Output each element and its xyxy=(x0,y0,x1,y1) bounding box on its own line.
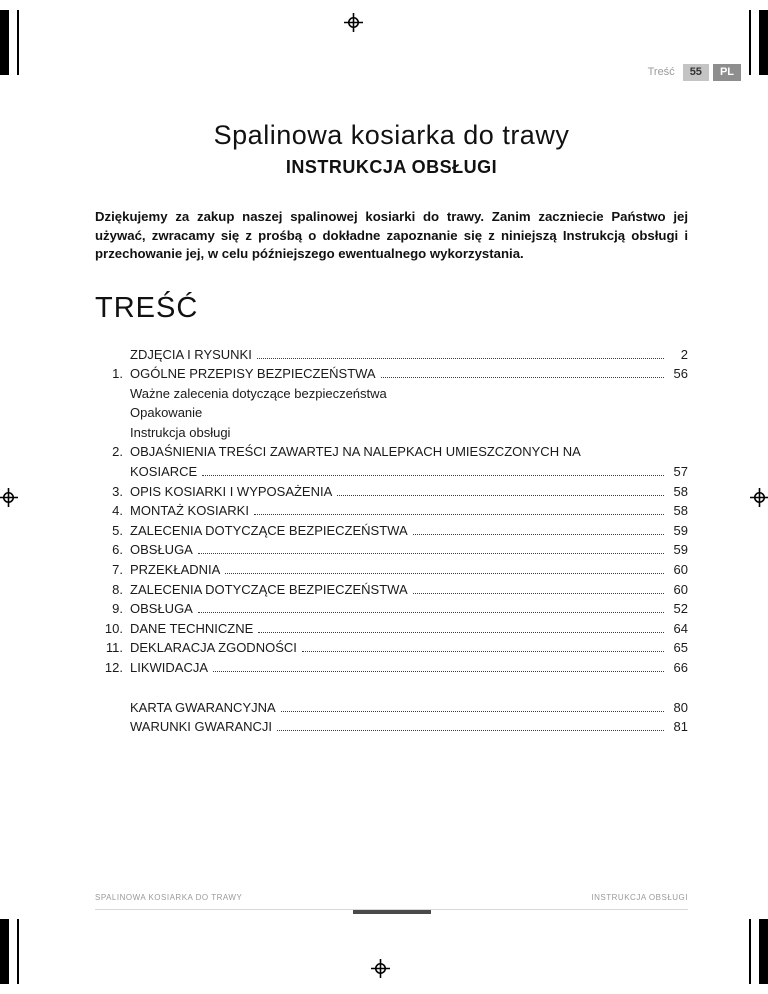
toc-entry xyxy=(95,521,688,541)
toc-entry-page: 60 xyxy=(673,581,688,597)
toc-list xyxy=(95,345,688,737)
footer-text-row xyxy=(95,893,688,902)
toc-entry-page: 58 xyxy=(673,483,688,499)
toc-leader-dots xyxy=(413,534,664,535)
toc-entry-page: 66 xyxy=(673,660,688,675)
print-footer xyxy=(95,893,688,910)
crop-bar-top-right xyxy=(759,10,768,75)
toc-entry xyxy=(95,560,688,580)
toc-entry xyxy=(95,384,688,404)
page-content xyxy=(95,120,688,737)
toc-leader-dots xyxy=(198,553,664,554)
toc-entry-number: 6. xyxy=(112,542,123,558)
toc-entry xyxy=(95,698,688,718)
toc-entry-page: 56 xyxy=(673,366,688,382)
toc-entry xyxy=(95,345,688,365)
toc-leader-dots xyxy=(202,475,664,476)
toc-entry xyxy=(95,442,688,462)
toc-entry-number: 1. xyxy=(112,366,123,382)
toc-entry-label: DANE TECHNICZNE xyxy=(130,620,254,636)
crop-line-top-right xyxy=(749,10,751,75)
crop-line-bottom-left xyxy=(17,919,19,984)
toc-entry-label: OGÓLNE PRZEPISY BEZPIECZEŃSTWA xyxy=(130,366,376,382)
toc-entry xyxy=(95,580,688,600)
toc-entry-label: DEKLARACJA ZGODNOŚCI xyxy=(130,640,297,656)
toc-entry-label: ZDJĘCIA I RYSUNKI xyxy=(130,346,252,362)
toc-entry-label: ZALECENIA DOTYCZĄCE BEZPIECZEŃSTWA xyxy=(130,522,408,538)
header-section-label: Treść xyxy=(647,66,675,78)
toc-entry xyxy=(95,619,688,639)
toc-entry-label: Opakowanie xyxy=(130,405,203,421)
registration-mark-icon xyxy=(371,959,390,978)
toc-entry-number: 2. xyxy=(112,444,123,460)
print-header xyxy=(648,64,741,81)
toc-entry-label: OBJAŚNIENIA TREŚCI ZAWARTEJ NA NALEPKACH UMIESZCZONYCH NA xyxy=(130,444,581,460)
crop-line-bottom-right xyxy=(749,919,751,984)
toc-entry-label: OPIS KOSIARKI I WYPOSAŻENIA xyxy=(130,483,333,499)
document-title: Spalinowa kosiarka do trawy xyxy=(213,120,570,150)
toc-entry-page: 52 xyxy=(673,601,688,617)
toc-entry-number: 5. xyxy=(112,522,123,538)
toc-entry xyxy=(95,482,688,502)
toc-leader-dots xyxy=(281,711,664,712)
toc-entry-label: PRZEKŁADNIA xyxy=(130,562,221,578)
toc-entry-page: 59 xyxy=(673,522,688,538)
toc-entry xyxy=(95,423,688,443)
registration-mark-icon xyxy=(344,13,363,32)
toc-entry-page: 80 xyxy=(673,699,688,715)
document-subtitle: INSTRUKCJA OBSŁUGI xyxy=(285,157,498,177)
crop-bar-bottom-left xyxy=(0,919,9,984)
toc-entry-label: Ważne zalecenia dotyczące bezpieczeństwa xyxy=(130,385,387,401)
toc-leader-dots xyxy=(257,358,664,359)
header-page-number-badge: 55 xyxy=(683,64,709,81)
toc-entry-number: 8. xyxy=(112,581,123,597)
toc-entry-page: 64 xyxy=(673,620,688,636)
toc-leader-dots xyxy=(198,612,664,613)
toc-entry-label: ZALECENIA DOTYCZĄCE BEZPIECZEŃSTWA xyxy=(130,581,408,597)
toc-entry-page: 60 xyxy=(673,562,688,578)
toc-leader-dots xyxy=(381,377,664,378)
toc-leader-dots xyxy=(213,671,664,672)
intro-paragraph: Dziękujemy za zakup naszej spalinowej kosiarki do trawy. Zanim zaczniecie Państwo jej używać, zwracamy się z prośbą o dokładne zapoznanie się z niniejszą Instrukcją obsługi i przechowanie jej, w celu późniejszego ewentualnego wykorzystania. xyxy=(95,209,688,261)
toc-entry-label: OBSŁUGA xyxy=(130,542,193,558)
toc-leader-dots xyxy=(413,593,664,594)
toc-entry xyxy=(95,364,688,384)
toc-leader-dots xyxy=(277,730,664,731)
footer-right-text: INSTRUKCJA OBSŁUGI xyxy=(591,893,688,902)
header-language-badge: PL xyxy=(713,64,741,81)
toc-leader-dots xyxy=(258,632,664,633)
toc-entry-number: 7. xyxy=(112,562,123,578)
registration-mark-icon xyxy=(750,488,768,507)
toc-entry-label: MONTAŻ KOSIARKI xyxy=(130,503,249,519)
toc-entry-page: 58 xyxy=(673,503,688,519)
toc-leader-dots xyxy=(337,495,664,496)
toc-entry-number: 3. xyxy=(112,483,123,499)
toc-entry-label: OBSŁUGA xyxy=(130,601,193,617)
toc-entry-label: KOSIARCE xyxy=(130,464,198,480)
toc-entry-label: KARTA GWARANCYJNA xyxy=(130,699,276,715)
toc-entry xyxy=(95,462,688,482)
toc-entry-label: WARUNKI GWARANCJI xyxy=(130,719,273,735)
crop-bar-top-left xyxy=(0,10,9,75)
toc-entry-page: 2 xyxy=(680,346,688,362)
toc-entry-number: 9. xyxy=(112,601,123,617)
toc-spacer xyxy=(95,678,688,698)
toc-entry-page: 65 xyxy=(673,640,688,656)
toc-entry-label: LIKWIDACJA xyxy=(130,660,209,675)
toc-entry-label: Instrukcja obsługi xyxy=(130,424,231,440)
toc-entry-page: 59 xyxy=(673,542,688,558)
toc-entry xyxy=(95,501,688,521)
toc-leader-dots xyxy=(254,514,664,515)
toc-entry-page: 57 xyxy=(673,464,688,480)
toc-entry-number: 4. xyxy=(112,503,123,519)
toc-entry-page: 81 xyxy=(673,719,688,735)
toc-entry-number: 11. xyxy=(105,640,123,656)
toc-entry xyxy=(95,717,688,737)
footer-center-bar xyxy=(353,910,431,914)
toc-entry xyxy=(95,658,688,678)
toc-entry xyxy=(95,638,688,658)
toc-leader-dots xyxy=(302,651,664,652)
toc-entry-number: 10. xyxy=(104,620,123,636)
toc-leader-dots xyxy=(225,573,664,574)
footer-left-text: SPALINOWA KOSIARKA DO TRAWY xyxy=(95,893,243,902)
crop-bar-bottom-right xyxy=(759,919,768,984)
toc-heading: TREŚĆ xyxy=(95,291,199,324)
toc-entry xyxy=(95,540,688,560)
registration-mark-icon xyxy=(0,488,18,507)
toc-entry xyxy=(95,403,688,423)
toc-entry-number: 12. xyxy=(104,660,123,675)
crop-line-top-left xyxy=(17,10,19,75)
toc-entry xyxy=(95,599,688,619)
